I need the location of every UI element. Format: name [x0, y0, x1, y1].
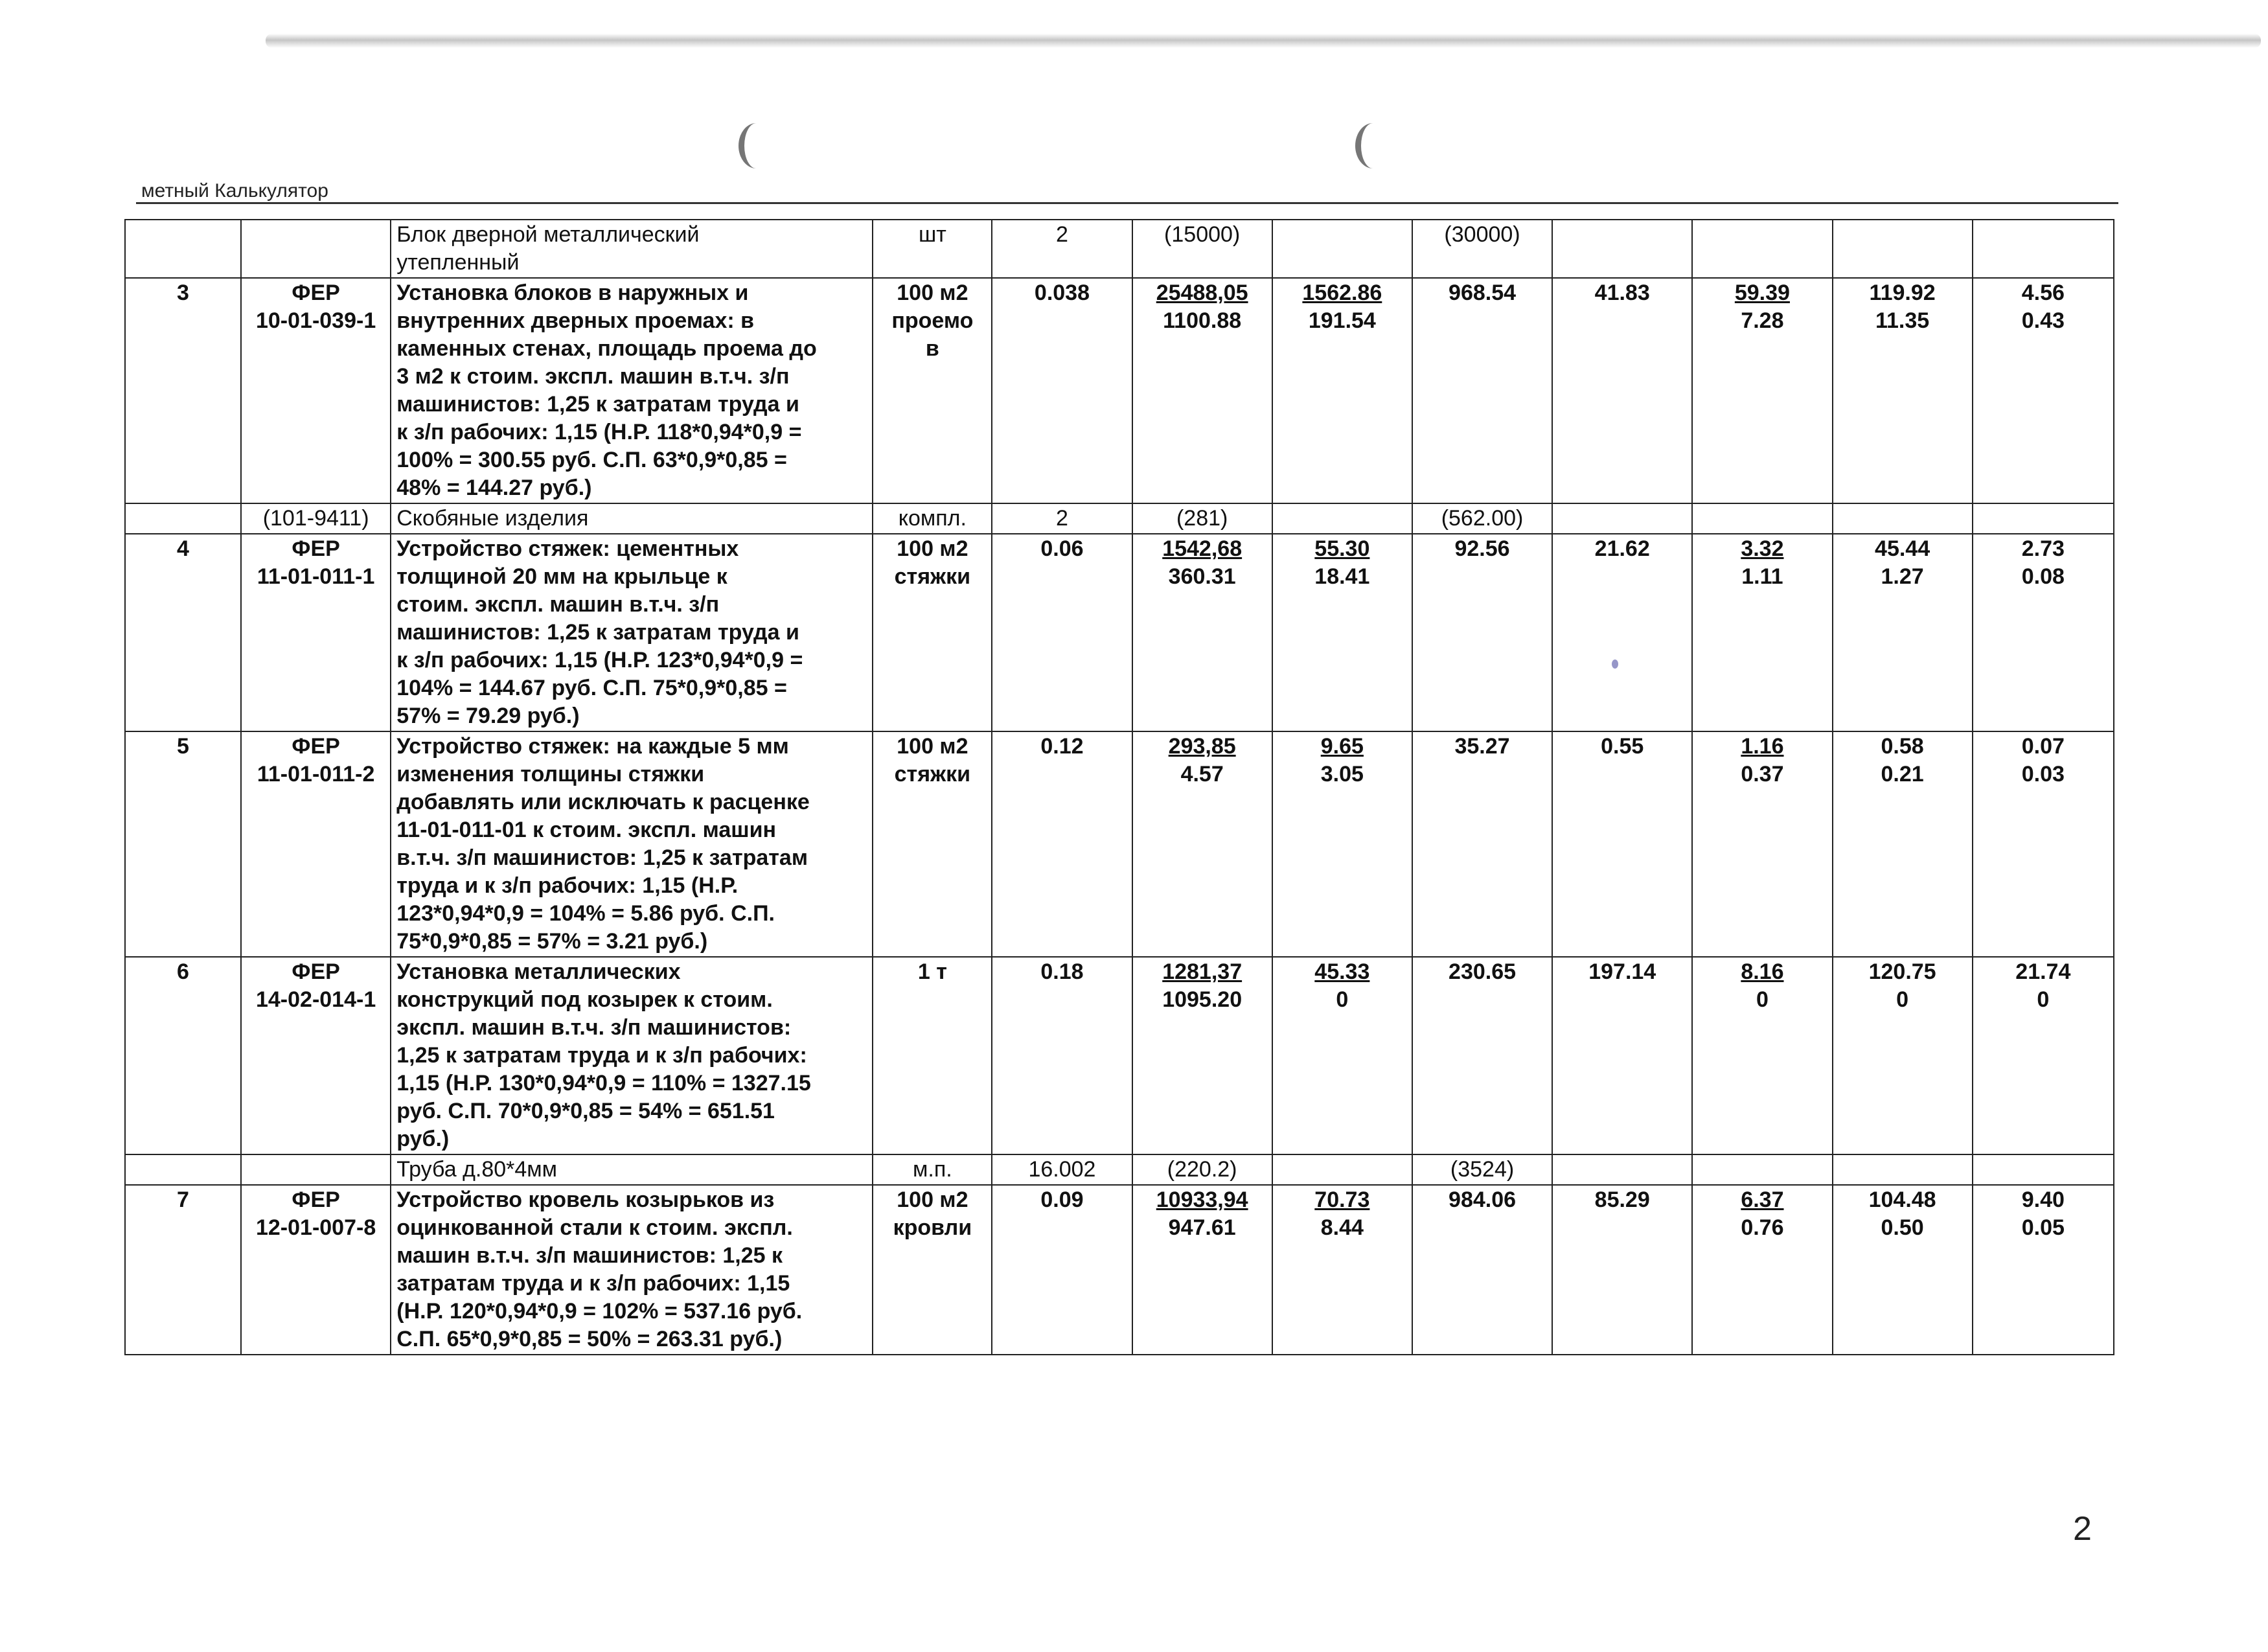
unit-cell	[873, 278, 992, 503]
quantity-cell	[992, 278, 1132, 503]
unit-price-cell	[1132, 503, 1272, 534]
estimate-table	[124, 219, 2114, 1355]
item-number-cell	[125, 278, 241, 503]
work-name-cell-line: 100% = 300.55 руб. С.П. 63*0,9*0,85 =	[396, 448, 787, 472]
machinist-labor-cell	[1973, 220, 2114, 278]
quantity-cell-line: 0.18	[1040, 959, 1084, 984]
machine-total-cell	[1692, 1154, 1832, 1185]
unit-cell-line: 100 м2	[897, 536, 968, 561]
labor-cost-cell-line: 45.44	[1875, 536, 1930, 561]
wage-total-cell	[1552, 731, 1692, 957]
machine-price-cell-line: 1562.86	[1302, 281, 1382, 305]
unit-cell-line: шт	[918, 222, 946, 247]
rate-code-cell-line: 14-02-014-1	[255, 987, 376, 1012]
work-row	[125, 278, 2114, 503]
wage-total-cell	[1552, 534, 1692, 731]
wage-total-cell-line: 0.55	[1601, 734, 1644, 759]
work-row	[125, 534, 2114, 731]
item-number-cell-line: 4	[177, 536, 189, 561]
labor-cost-cell-line: 11.35	[1875, 308, 1930, 333]
total-cost-cell-line: 968.54	[1449, 281, 1517, 305]
machine-price-cell-line: 9.65	[1320, 734, 1364, 759]
machinist-labor-cell-line: 21.74	[2015, 959, 2071, 984]
unit-price-cell	[1132, 1154, 1272, 1185]
labor-cost-cell-line: 0.58	[1881, 734, 1924, 759]
work-name-cell-line: 57% = 79.29 руб.)	[396, 704, 580, 728]
machinist-labor-cell-line: 4.56	[2021, 281, 2065, 305]
total-cost-cell	[1412, 278, 1552, 503]
machine-price-cell	[1272, 1154, 1412, 1185]
item-number-cell-line: 5	[177, 734, 189, 759]
quantity-cell-line: 0.09	[1040, 1187, 1084, 1212]
rate-code-cell	[241, 220, 391, 278]
scan-shadow-line	[266, 34, 2261, 48]
machinist-labor-cell-line: 0.05	[2021, 1215, 2065, 1240]
unit-price-cell	[1132, 278, 1272, 503]
work-name-cell-line: Труба д.80*4мм	[396, 1157, 558, 1182]
material-row	[125, 503, 2114, 534]
machinist-labor-cell-line: 9.40	[2021, 1187, 2065, 1212]
unit-cell-line: 100 м2	[897, 734, 968, 759]
machinist-labor-cell-line: 0.03	[2021, 762, 2065, 786]
header-divider	[136, 202, 2118, 204]
work-name-cell-line: Устройство стяжек: цементных	[396, 536, 739, 561]
labor-cost-cell-line: 120.75	[1868, 959, 1936, 984]
machine-price-cell	[1272, 220, 1412, 278]
work-name-cell-line: Устройство кровель козырьков из	[396, 1187, 775, 1212]
work-name-cell-line: 3 м2 к стоим. экспл. машин в.т.ч. з/п	[396, 364, 790, 389]
punch-hole-mark	[1355, 123, 1391, 168]
rate-code-cell	[241, 278, 391, 503]
unit-price-cell	[1132, 1185, 1272, 1355]
machine-total-cell-line: 1.11	[1741, 564, 1783, 589]
unit-cell	[873, 731, 992, 957]
quantity-cell	[992, 503, 1132, 534]
work-name-cell-line: 11-01-011-01 к стоим. экспл. машин	[396, 818, 777, 842]
machinist-labor-cell	[1973, 503, 2114, 534]
unit-price-cell-line: (15000)	[1164, 222, 1241, 247]
work-name-cell-line: 75*0,9*0,85 = 57% = 3.21 руб.)	[396, 929, 708, 954]
unit-cell-line: 100 м2	[897, 281, 968, 305]
total-cost-cell-line: 92.56	[1454, 536, 1510, 561]
work-name-cell-line: Установка металлических	[396, 959, 681, 984]
unit-price-cell-line: 1281,37	[1162, 959, 1243, 984]
machine-price-cell-line: 55.30	[1314, 536, 1370, 561]
work-name-cell	[391, 1154, 873, 1185]
rate-code-cell-line: ФЕР	[292, 1187, 340, 1212]
unit-cell	[873, 1154, 992, 1185]
total-cost-cell	[1412, 534, 1552, 731]
total-cost-cell	[1412, 1185, 1552, 1355]
work-name-cell-line: к з/п рабочих: 1,15 (Н.Р. 123*0,94*0,9 =	[396, 648, 803, 672]
work-row	[125, 731, 2114, 957]
machine-total-cell-line: 1.16	[1741, 734, 1784, 759]
machinist-labor-cell	[1973, 1185, 2114, 1355]
quantity-cell-line: 0.06	[1040, 536, 1084, 561]
work-name-cell-line: машинистов: 1,25 к затратам труда и	[396, 620, 799, 645]
machinist-labor-cell	[1973, 957, 2114, 1154]
machinist-labor-cell	[1973, 1154, 2114, 1185]
work-name-cell-line: Устройство стяжек: на каждые 5 мм	[396, 734, 789, 759]
machine-total-cell	[1692, 220, 1832, 278]
labor-cost-cell	[1833, 534, 1973, 731]
quantity-cell	[992, 957, 1132, 1154]
work-name-cell-line: труда и к з/п рабочих: 1,15 (Н.Р.	[396, 873, 739, 898]
work-name-cell-line: добавлять или исключать к расценке	[396, 790, 810, 814]
wage-total-cell	[1552, 957, 1692, 1154]
machinist-labor-cell	[1973, 278, 2114, 503]
unit-price-cell	[1132, 534, 1272, 731]
page-number: 2	[2073, 1510, 2092, 1548]
unit-price-cell-line: (281)	[1176, 506, 1228, 531]
machine-price-cell	[1272, 1185, 1412, 1355]
item-number-cell-line: 6	[177, 959, 189, 984]
machine-total-cell-line: 8.16	[1741, 959, 1784, 984]
quantity-cell-line: 16.002	[1028, 1157, 1096, 1182]
machine-total-cell	[1692, 957, 1832, 1154]
unit-price-cell-line: (220.2)	[1167, 1157, 1237, 1182]
work-name-cell-line: 1,25 к затратам труда и к з/п рабочих:	[396, 1043, 807, 1068]
unit-price-cell-line: 1095.20	[1162, 987, 1243, 1012]
work-row	[125, 957, 2114, 1154]
rate-code-cell	[241, 1185, 391, 1355]
work-name-cell-line: затратам труда и к з/п рабочих: 1,15	[396, 1271, 790, 1296]
work-name-cell-line: оцинкованной стали к стоим. экспл.	[396, 1215, 793, 1240]
machine-price-cell-line: 0	[1336, 987, 1349, 1012]
unit-price-cell-line: 293,85	[1168, 734, 1236, 759]
labor-cost-cell	[1833, 1154, 1973, 1185]
unit-price-cell-line: 1100.88	[1163, 308, 1242, 333]
work-name-cell-line: машинистов: 1,25 к затратам труда и	[396, 392, 799, 417]
total-cost-cell	[1412, 1154, 1552, 1185]
machine-total-cell-line: 6.37	[1741, 1187, 1784, 1212]
machine-total-cell	[1692, 731, 1832, 957]
unit-cell	[873, 534, 992, 731]
machinist-labor-cell-line: 0.07	[2021, 734, 2065, 759]
labor-cost-cell	[1833, 1185, 1973, 1355]
machine-price-cell-line: 70.73	[1314, 1187, 1370, 1212]
machinist-labor-cell-line: 0	[2037, 987, 2050, 1012]
unit-cell-line: компл.	[898, 506, 967, 531]
material-row	[125, 220, 2114, 278]
item-number-cell-line: 3	[177, 281, 189, 305]
wage-total-cell	[1552, 503, 1692, 534]
total-cost-cell-line: (30000)	[1444, 222, 1520, 247]
work-name-cell-line: каменных стенах, площадь проема до	[396, 336, 817, 361]
wage-total-cell	[1552, 278, 1692, 503]
machine-total-cell-line: 59.39	[1734, 281, 1790, 305]
machine-price-cell-line: 191.54	[1308, 308, 1376, 333]
wage-total-cell	[1552, 1154, 1692, 1185]
unit-price-cell-line: 360.31	[1168, 564, 1236, 589]
work-name-cell-line: изменения толщины стяжки	[396, 762, 705, 786]
punch-hole-mark	[739, 123, 774, 168]
work-name-cell	[391, 1185, 873, 1355]
labor-cost-cell	[1833, 957, 1973, 1154]
labor-cost-cell-line: 0.50	[1881, 1215, 1924, 1240]
total-cost-cell	[1412, 503, 1552, 534]
total-cost-cell	[1412, 220, 1552, 278]
work-name-cell-line: стоим. экспл. машин в.т.ч. з/п	[396, 592, 720, 617]
machine-price-cell	[1272, 278, 1412, 503]
rate-code-cell	[241, 534, 391, 731]
work-name-cell-line: 104% = 144.67 руб. С.П. 75*0,9*0,85 =	[396, 676, 787, 700]
labor-cost-cell	[1833, 220, 1973, 278]
work-name-cell-line: экспл. машин в.т.ч. з/п машинистов:	[396, 1015, 792, 1040]
labor-cost-cell-line: 104.48	[1868, 1187, 1936, 1212]
unit-price-cell-line: 1542,68	[1162, 536, 1243, 561]
machine-price-cell	[1272, 503, 1412, 534]
machinist-labor-cell-line: 2.73	[2021, 536, 2065, 561]
work-name-cell-line: Установка блоков в наружных и	[396, 281, 749, 305]
wage-total-cell-line: 85.29	[1594, 1187, 1650, 1212]
quantity-cell	[992, 1185, 1132, 1355]
work-name-cell-line: руб.)	[396, 1127, 450, 1151]
rate-code-cell-line: ФЕР	[292, 536, 340, 561]
rate-code-cell-line: 10-01-039-1	[255, 308, 376, 333]
wage-total-cell-line: 41.83	[1594, 281, 1650, 305]
rate-code-cell	[241, 957, 391, 1154]
work-name-cell-line: утепленный	[396, 250, 520, 275]
quantity-cell-line: 0.038	[1034, 281, 1090, 305]
rate-code-cell	[241, 731, 391, 957]
machine-total-cell-line: 7.28	[1741, 308, 1784, 333]
unit-cell-line: кровли	[893, 1215, 972, 1240]
machine-total-cell	[1692, 534, 1832, 731]
unit-price-cell	[1132, 731, 1272, 957]
work-name-cell-line: Блок дверной металлический	[396, 222, 700, 247]
machine-price-cell-line: 18.41	[1314, 564, 1370, 589]
unit-price-cell	[1132, 220, 1272, 278]
total-cost-cell-line: 230.65	[1449, 959, 1517, 984]
machinist-labor-cell	[1973, 534, 2114, 731]
work-name-cell-line: в.т.ч. з/п машинистов: 1,25 к затратам	[396, 845, 808, 870]
unit-cell-line: 100 м2	[897, 1187, 968, 1212]
material-row	[125, 1154, 2114, 1185]
labor-cost-cell	[1833, 503, 1973, 534]
item-number-cell	[125, 220, 241, 278]
machine-total-cell	[1692, 503, 1832, 534]
unit-price-cell-line: 947.61	[1168, 1215, 1236, 1240]
unit-cell	[873, 503, 992, 534]
estimate-table-body	[125, 220, 2114, 1355]
labor-cost-cell-line: 0.21	[1881, 762, 1924, 786]
item-number-cell	[125, 503, 241, 534]
rate-code-cell	[241, 503, 391, 534]
document-header-title: метный Калькулятор	[141, 180, 328, 201]
total-cost-cell	[1412, 731, 1552, 957]
work-name-cell-line: к з/п рабочих: 1,15 (Н.Р. 118*0,94*0,9 =	[396, 420, 802, 444]
unit-cell-line: проемо	[891, 308, 974, 333]
item-number-cell	[125, 1154, 241, 1185]
work-name-cell	[391, 534, 873, 731]
quantity-cell	[992, 220, 1132, 278]
unit-price-cell-line: 25488,05	[1156, 281, 1248, 305]
work-name-cell	[391, 278, 873, 503]
rate-code-cell-line: 11-01-011-1	[257, 564, 375, 589]
machine-price-cell	[1272, 731, 1412, 957]
unit-price-cell-line: 4.57	[1180, 762, 1224, 786]
unit-cell-line: 1 т	[917, 959, 947, 984]
total-cost-cell-line: (3524)	[1450, 1157, 1515, 1182]
work-name-cell-line: внутренних дверных проемах: в	[396, 308, 755, 333]
work-name-cell	[391, 957, 873, 1154]
work-name-cell-line: Скобяные изделия	[396, 506, 589, 531]
unit-cell	[873, 220, 992, 278]
wage-total-cell	[1552, 220, 1692, 278]
work-name-cell-line: (Н.Р. 120*0,94*0,9 = 102% = 537.16 руб.	[396, 1299, 803, 1324]
quantity-cell	[992, 534, 1132, 731]
work-name-cell-line: машин в.т.ч. з/п машинистов: 1,25 к	[396, 1243, 783, 1268]
item-number-cell	[125, 534, 241, 731]
labor-cost-cell	[1833, 278, 1973, 503]
machine-total-cell-line: 0	[1756, 987, 1769, 1012]
labor-cost-cell	[1833, 731, 1973, 957]
pen-mark	[1612, 660, 1618, 669]
work-name-cell	[391, 503, 873, 534]
machinist-labor-cell	[1973, 731, 2114, 957]
total-cost-cell-line: 35.27	[1454, 734, 1510, 759]
unit-cell-line: стяжки	[894, 564, 971, 589]
unit-cell	[873, 1185, 992, 1355]
total-cost-cell	[1412, 957, 1552, 1154]
work-name-cell-line: 1,15 (Н.Р. 130*0,94*0,9 = 110% = 1327.15	[396, 1071, 811, 1096]
labor-cost-cell-line: 0	[1896, 987, 1909, 1012]
wage-total-cell	[1552, 1185, 1692, 1355]
quantity-cell-line: 0.12	[1040, 734, 1084, 759]
wage-total-cell-line: 197.14	[1588, 959, 1656, 984]
work-name-cell-line: С.П. 65*0,9*0,85 = 50% = 263.31 руб.)	[396, 1327, 783, 1351]
machine-total-cell-line: 0.37	[1741, 762, 1784, 786]
work-name-cell	[391, 731, 873, 957]
rate-code-cell-line: ФЕР	[292, 281, 340, 305]
quantity-cell-line: 2	[1056, 222, 1068, 247]
machinist-labor-cell-line: 0.43	[2021, 308, 2065, 333]
work-name-cell-line: 123*0,94*0,9 = 104% = 5.86 руб. С.П.	[396, 901, 775, 926]
machine-total-cell-line: 3.32	[1741, 536, 1784, 561]
quantity-cell-line: 2	[1056, 506, 1068, 531]
rate-code-cell-line: 11-01-011-2	[257, 762, 375, 786]
unit-price-cell-line: 10933,94	[1156, 1187, 1248, 1212]
machinist-labor-cell-line: 0.08	[2021, 564, 2065, 589]
rate-code-cell	[241, 1154, 391, 1185]
unit-cell-line: м.п.	[913, 1157, 952, 1182]
item-number-cell	[125, 731, 241, 957]
machine-price-cell	[1272, 534, 1412, 731]
rate-code-cell-line: 12-01-007-8	[255, 1215, 376, 1240]
machine-price-cell-line: 3.05	[1320, 762, 1364, 786]
item-number-cell	[125, 1185, 241, 1355]
labor-cost-cell-line: 1.27	[1881, 564, 1924, 589]
total-cost-cell-line: 984.06	[1449, 1187, 1517, 1212]
work-name-cell-line: руб. С.П. 70*0,9*0,85 = 54% = 651.51	[396, 1099, 775, 1123]
wage-total-cell-line: 21.62	[1594, 536, 1650, 561]
work-name-cell-line: 48% = 144.27 руб.)	[396, 476, 592, 500]
rate-code-cell-line: ФЕР	[292, 959, 340, 984]
machine-price-cell	[1272, 957, 1412, 1154]
unit-price-cell	[1132, 957, 1272, 1154]
unit-cell-line: стяжки	[894, 762, 971, 786]
work-row	[125, 1185, 2114, 1355]
quantity-cell	[992, 731, 1132, 957]
rate-code-cell-line: ФЕР	[292, 734, 340, 759]
work-name-cell-line: конструкций под козырек к стоим.	[396, 987, 773, 1012]
machine-total-cell-line: 0.76	[1741, 1215, 1784, 1240]
unit-cell-line: в	[925, 336, 939, 361]
labor-cost-cell-line: 119.92	[1869, 281, 1936, 305]
machine-total-cell	[1692, 1185, 1832, 1355]
machine-price-cell-line: 45.33	[1314, 959, 1370, 984]
rate-code-cell-line: (101-9411)	[262, 506, 369, 531]
item-number-cell-line: 7	[177, 1187, 189, 1212]
work-name-cell-line: толщиной 20 мм на крыльце к	[396, 564, 727, 589]
machine-total-cell	[1692, 278, 1832, 503]
machine-price-cell-line: 8.44	[1320, 1215, 1364, 1240]
total-cost-cell-line: (562.00)	[1441, 506, 1524, 531]
quantity-cell	[992, 1154, 1132, 1185]
item-number-cell	[125, 957, 241, 1154]
unit-cell	[873, 957, 992, 1154]
work-name-cell	[391, 220, 873, 278]
